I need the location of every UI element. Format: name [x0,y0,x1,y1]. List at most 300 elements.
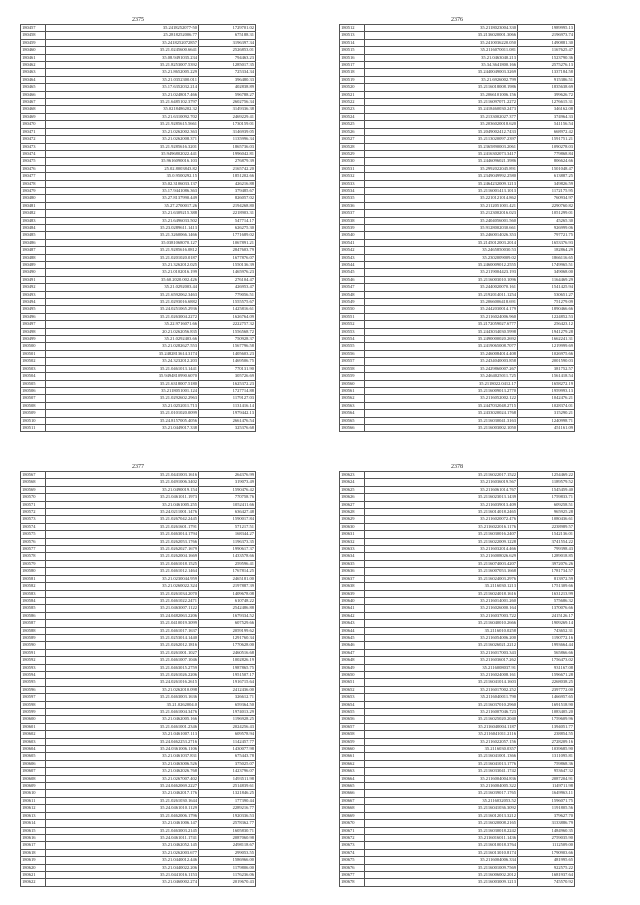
table-row [21,597,256,604]
code-cell: 35.21.0292602.2963 [46,395,199,402]
amount-cell: 1959993.13 [518,387,575,394]
code-cell: 35.24.0482063.2206 [46,612,199,619]
row-id-cell: 180556 [340,350,365,357]
code-cell: 35.2418460030.2473 [365,106,518,113]
row-id-cell: 180517 [340,62,365,69]
amount-cell: 1172175.95 [518,187,575,194]
amount-cell: 1149711.98 [518,783,575,790]
code-cell: 35.2116041001.1366 [365,753,518,760]
row-id-cell: 180650 [340,671,365,678]
amount-cell: 1083405.20 [518,709,575,716]
code-cell: 35.2116009013.2770 [365,387,518,394]
table-row [21,783,256,790]
amount-cell: 2578362.77 [199,820,256,827]
table-row [21,620,256,627]
amount-cell: 3741554.22 [518,538,575,545]
row-id-cell: 180605 [21,753,46,760]
code-cell: 35.2434040003.858 [365,358,518,365]
code-cell: 35.21.0449017.338 [46,424,199,431]
table-row [340,150,575,157]
amount-cell: 1974013.29 [199,709,256,716]
table-row [21,568,256,575]
amount-cell: 926999.06 [518,224,575,231]
row-id-cell: 180489 [21,262,46,269]
amount-cell: 2019670.43 [199,879,256,886]
row-id-cell: 180592 [21,657,46,664]
row-id-cell: 180622 [21,879,46,886]
row-id-cell: 180584 [21,597,46,604]
row-id-cell: 180474 [21,150,46,157]
table-row [340,812,575,819]
amount-cell: 1751309.66 [518,583,575,590]
amount-cell: 1909269.14 [518,620,575,627]
code-cell: 35.21.0262012.1816 [46,642,199,649]
code-cell: 35.2066101006.156 [365,91,518,98]
table-row [21,306,256,313]
amount-cell: 1767814.25 [199,568,256,575]
table-row [21,627,256,634]
row-id-cell: 180553 [340,328,365,335]
table-row [340,746,575,753]
row-id-cell: 180473 [21,143,46,150]
code-cell: 35.2116026021.2212 [365,642,518,649]
row-id-cell: 180651 [340,679,365,686]
amount-cell: 1679334.52 [199,612,256,619]
code-cell: 35.21.0461018.1525 [46,560,199,567]
row-id-cell: 180653 [340,694,365,701]
code-cell: 35.2116004005.322 [365,783,518,790]
amount-cell: 1605830.71 [199,827,256,834]
table-row [340,857,575,864]
table-row [21,247,256,254]
amount-cell: 1490881.30 [518,39,575,46]
row-id-cell: 180494 [21,299,46,306]
table-row [340,546,575,553]
code-cell: 35.2116097071.2272 [365,99,518,106]
amount-cell: 177390.44 [199,797,256,804]
row-id-cell: 180566 [340,424,365,431]
amount-cell: 238854.55 [518,731,575,738]
table-row [340,247,575,254]
amount-cell: 779056.51 [199,291,256,298]
code-cell: 35.2349049992.2580 [365,173,518,180]
row-id-cell: 180543 [340,254,365,261]
row-id-cell: 180554 [340,336,365,343]
table-row [21,173,256,180]
amount-cell: 1224852.53 [518,313,575,320]
code-cell: 35.21.0441003.1616 [46,472,199,479]
row-id-cell: 180614 [21,820,46,827]
row-id-cell: 180620 [21,864,46,871]
code-cell: 35.21.0490019.154 [46,486,199,493]
table-row [21,686,256,693]
amount-cell: 2222757.32 [199,321,256,328]
amount-cell: 3972076.26 [518,560,575,567]
code-cell: 35.2446096021.3986 [365,158,518,165]
code-cell: 35.2440020070.161 [365,284,518,291]
code-cell: 35.2116040004.1187 [365,723,518,730]
row-id-cell: 180609 [21,783,46,790]
table-row [340,538,575,545]
code-cell: 35.2116017002.252 [365,686,518,693]
amount-cell: 2661476.54 [199,417,256,424]
row-id-cell: 180471 [21,128,46,135]
row-id-cell: 180616 [21,834,46,841]
code-cell: 35.21.0262003.677 [46,849,199,856]
amount-cell: 1596671.28 [518,671,575,678]
table-row [340,842,575,849]
code-cell: 35.2116022057.156 [365,738,518,745]
row-id-cell: 180519 [340,76,365,83]
page-number: 2375 [132,17,144,23]
table-row [21,731,256,738]
row-id-cell: 180498 [21,328,46,335]
table-row [21,871,256,878]
row-id-cell: 180487 [21,247,46,254]
row-id-cell: 180560 [340,380,365,387]
code-cell: 35.17.6352032.214 [46,84,199,91]
row-id-cell: 180658 [340,731,365,738]
amount-cell: 1466957.65 [518,694,575,701]
row-id-cell: 180503 [21,365,46,372]
row-id-cell: 180552 [340,321,365,328]
row-id-cell: 180482 [21,210,46,217]
amount-cell: 1865736.03 [199,143,256,150]
amount-cell: 1142457.77 [199,738,256,745]
code-cell: 35.21.0440022.206 [46,864,199,871]
code-cell: 35.21.0261001.1027 [46,649,199,656]
amount-cell: 565866.66 [518,649,575,656]
code-cell: 35.2443034030.5998 [365,328,518,335]
code-cell: 35.2116003009.1213 [365,879,518,886]
table-row [340,597,575,604]
row-id-cell: 180501 [21,350,46,357]
row-id-cell: 180589 [21,634,46,641]
code-cell: 35.21.0461005.255 [46,501,199,508]
row-id-cell: 180677 [340,871,365,878]
table-row [340,106,575,113]
table-row [21,516,256,523]
code-cell: 35.24.0361006.1106 [46,746,199,753]
amount-cell: 1790903.66 [518,849,575,856]
row-id-cell: 180611 [21,797,46,804]
code-cell: 35.2116003010.1096 [365,276,518,283]
code-cell: 35.21.3262012.025 [46,262,199,269]
code-cell: 35.2116036017.262 [365,657,518,664]
table-row [21,358,256,365]
table-row [340,509,575,516]
code-cell: 35.2116074003.4207 [365,560,518,567]
table-row [21,472,256,479]
table-row [340,634,575,641]
code-cell: 35.2447032048.2715 [365,402,518,409]
table-row [340,575,575,582]
amount-cell: 451161.09 [518,424,575,431]
row-id-cell: 180630 [340,523,365,530]
amount-cell: 530651.27 [518,291,575,298]
amount-cell: 402838.89 [199,84,256,91]
row-id-cell: 180538 [340,217,365,224]
row-id-cell: 180583 [21,590,46,597]
code-cell: 35.21.0461022.2471 [46,597,199,604]
code-cell: 35.24.0462253.2716 [46,738,199,745]
amount-cell: 1691518.90 [518,701,575,708]
amount-cell: 659364.50 [199,701,256,708]
table-row [340,531,575,538]
row-id-cell: 180535 [340,195,365,202]
row-id-cell: 180507 [21,395,46,402]
code-cell: 35.21.0440012.446 [46,857,199,864]
row-id-cell: 180477 [21,173,46,180]
table-row [340,84,575,91]
table-row [340,47,575,54]
amount-cell: 349826.59 [518,180,575,187]
table-row [21,128,256,135]
table-row [21,195,256,202]
code-cell: 35.9496802022.441 [46,150,199,157]
row-id-cell: 180593 [21,664,46,671]
code-cell: 35.2992022045.891 [365,165,518,172]
code-cell: 35.21.0461012.1464 [46,568,199,575]
table-row [340,291,575,298]
amount-cell: 1039685.90 [518,746,575,753]
row-id-cell: 180524 [340,113,365,120]
code-cell: 35.0381068070.127 [46,239,199,246]
row-id-cell: 180470 [21,121,46,128]
row-id-cell: 180523 [340,106,365,113]
amount-cell: 1254469.22 [518,472,575,479]
amount-cell: 256423.12 [518,321,575,328]
row-id-cell: 180575 [21,531,46,538]
code-cell: 35.2136020001.3066 [365,32,518,39]
row-id-cell: 180599 [21,709,46,716]
code-cell: 35.17.9441086.363 [46,187,199,194]
amount-cell: 1240998.71 [518,417,575,424]
code-cell: 35.21.0201020.0187 [46,254,199,261]
row-id-cell: 180676 [340,864,365,871]
table-row [340,627,575,634]
row-id-cell: 180511 [21,424,46,431]
code-cell: 35.2116024006.960 [365,313,518,320]
row-id-cell: 180547 [340,284,365,291]
table-row [340,849,575,856]
table-row [340,753,575,760]
code-cell: 35.0218486202.32 [46,106,199,113]
code-cell: 35.21.0230044.959 [46,575,199,582]
row-id-cell: 180672 [340,834,365,841]
table-row [21,91,256,98]
amount-cell: 2460516.68 [199,649,256,656]
row-id-cell: 180646 [340,642,365,649]
table-row [21,857,256,864]
table-row [21,106,256,113]
code-cell: 35.2464025011.725 [365,373,518,380]
table-row [340,590,575,597]
row-id-cell: 180468 [21,106,46,113]
table-row [21,523,256,530]
code-cell: 35.9616090016.103 [46,158,199,165]
row-id-cell: 180631 [340,531,365,538]
amount-cell: 2268038.25 [518,679,575,686]
row-id-cell: 180505 [21,380,46,387]
code-cell: 35.21.0102016.199 [46,269,199,276]
row-id-cell: 180549 [340,299,365,306]
code-cell: 35.2418252072857 [46,39,199,46]
code-cell: 35.21.0441016.1153 [46,871,199,878]
code-cell: 35.21.0462026.768 [46,768,199,775]
row-id-cell: 180587 [21,620,46,627]
code-cell: 35.2116014001.260 [365,597,518,604]
table-row [21,612,256,619]
table-row [21,812,256,819]
table-row [340,701,575,708]
code-cell: 35.2116024018.1616 [365,590,518,597]
row-id-cell: 180506 [21,387,46,394]
data-table [339,471,575,887]
code-cell: 35.2410036220.050 [365,39,518,46]
amount-cell: 1425816.61 [199,306,256,313]
table-row [340,760,575,767]
table-row [21,224,256,231]
amount-cell: 1179806.00 [199,864,256,871]
table-row [21,716,256,723]
code-cell: 35.21.0101020.0099 [46,410,199,417]
table-row [340,254,575,261]
table-row [21,879,256,886]
table-row [21,84,256,91]
code-cell: 35.2465850030.53 [365,247,518,254]
code-cell: 35.2302009009.02 [365,254,518,261]
table-row [21,723,256,730]
amount-cell: 1567796.58 [199,343,256,350]
amount-cell: 374964.33 [518,113,575,120]
code-cell: 35.2116018008.1986 [365,84,518,91]
row-id-cell: 180515 [340,47,365,54]
table-row [340,657,575,664]
row-id-cell: 180563 [340,402,365,409]
row-id-cell: 180469 [21,113,46,120]
code-cell: 35.2113020097.2397 [365,136,518,143]
table-row [21,575,256,582]
table-row [21,254,256,261]
table-row [340,195,575,202]
row-id-cell: 180644 [340,627,365,634]
amount-cell: 1749965.51 [518,262,575,269]
amount-cell: 2728209.16 [518,738,575,745]
row-id-cell: 180627 [340,501,365,508]
code-cell: 35.21.0282627.553 [46,343,199,350]
row-id-cell: 180467 [21,99,46,106]
code-cell: 35.21.6318007.5180 [46,380,199,387]
code-cell: 35.2116041011.2116 [365,731,518,738]
table-row [340,128,575,135]
row-id-cell: 180678 [340,879,365,886]
table-row [21,380,256,387]
amount-cell: 1951507.17 [199,671,256,678]
code-cell: 35.2116030.1213 [365,583,518,590]
amount-cell: 375025.07 [199,760,256,767]
amount-cell: 1920336.53 [199,812,256,819]
table-row [340,32,575,39]
table-row [340,827,575,834]
code-cell: 35.21.0461011.1973 [46,494,199,501]
row-id-cell: 180528 [340,143,365,150]
table-row [21,546,256,553]
amount-cell: 1759833.71 [518,494,575,501]
row-id-cell: 180540 [340,232,365,239]
table-row [21,187,256,194]
code-cell: 35.21.0463014.1794 [46,531,199,538]
amount-cell: 806624.66 [518,158,575,165]
row-id-cell: 180639 [340,590,365,597]
row-id-cell: 180634 [340,553,365,560]
row-id-cell: 180491 [21,276,46,283]
amount-cell: 2602756.34 [199,99,256,106]
code-cell: 35.21.0261601.1791 [46,523,199,530]
table-row [21,239,256,246]
table-row [21,365,256,372]
amount-cell: 1167625.47 [518,47,575,54]
table-row [21,343,256,350]
table-row [340,410,575,417]
table-row [21,217,256,224]
row-id-cell: 180475 [21,158,46,165]
row-id-cell: 180673 [340,842,365,849]
row-id-cell: 180492 [21,284,46,291]
table-row [21,842,256,849]
table-row [340,217,575,224]
row-id-cell: 180509 [21,410,46,417]
amount-cell: 826057.02 [199,195,256,202]
row-id-cell: 180530 [340,158,365,165]
amount-cell: 1289018.85 [518,553,575,560]
row-id-cell: 180665 [340,783,365,790]
row-id-cell: 180655 [340,709,365,716]
amount-cell: 547714.17 [199,217,256,224]
row-id-cell: 180464 [21,76,46,83]
amount-cell: 610748.22 [199,597,256,604]
table-row [340,202,575,209]
code-cell: 35.2433020024.1768 [365,410,518,417]
row-id-cell: 180670 [340,820,365,827]
row-id-cell: 180561 [340,387,365,394]
amount-cell: 3149336.38 [199,106,256,113]
row-id-cell: 180623 [340,472,365,479]
amount-cell: 1542136.01 [518,531,575,538]
amount-cell: 1112509.00 [518,842,575,849]
table-row [340,380,575,387]
amount-cell: 1028374.01 [518,402,575,409]
code-cell: 35.21.0491006.3402 [46,479,199,486]
table-row [340,583,575,590]
table-row [340,864,575,871]
row-id-cell: 180480 [21,195,46,202]
page-block-1 [339,16,575,432]
code-cell: 35.2210121014.862 [365,195,518,202]
amount-cell: 346162.08 [518,106,575,113]
row-id-cell: 180551 [340,313,365,320]
amount-cell: 1131416.14 [199,402,256,409]
amount-cell: 2290760.82 [518,202,575,209]
row-id-cell: 180600 [21,716,46,723]
code-cell: 35.2036020018.620 [365,121,518,128]
table-row [340,560,575,567]
table-row [21,299,256,306]
code-cell: 35.21.0261030.1644 [46,797,199,804]
row-id-cell: 180502 [21,358,46,365]
code-cell: 35.21.0293016.6882 [46,299,199,306]
table-row [21,113,256,120]
